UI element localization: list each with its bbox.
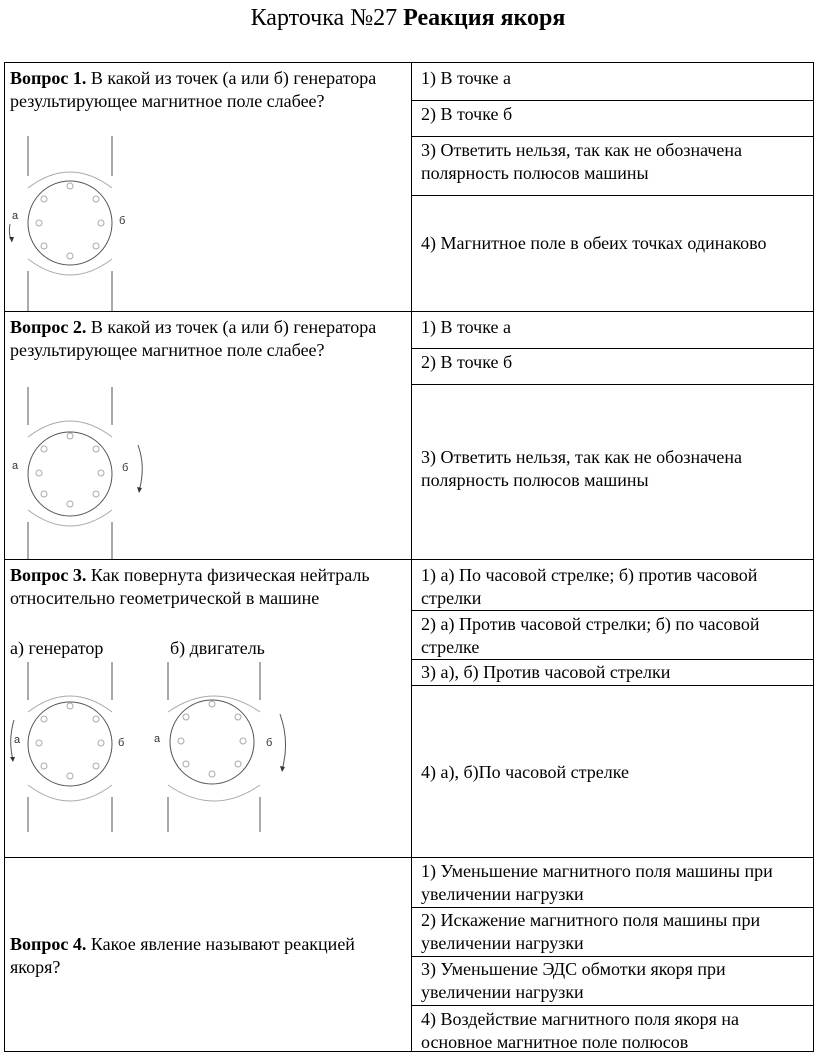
q1-answer-2[interactable]: 2) В точке б <box>421 104 513 124</box>
row-separator-1 <box>4 311 814 312</box>
point-b-label: б <box>119 215 126 227</box>
answer-separator <box>411 136 814 137</box>
question-4-text: Какое явление называют реакцией якоря? <box>10 934 355 977</box>
q3-answer-1[interactable]: 1) а) По часовой стрелке; б) против часовой стрелки <box>421 565 758 608</box>
arrow-icon <box>137 487 142 493</box>
q4-answer-2[interactable]: 2) Искажение магнитного поля машины при увеличении нагрузки <box>421 910 761 953</box>
q4-answer-3[interactable]: 3) Уменьшение ЭДС обмотки якоря при увеличении нагрузки <box>421 959 726 1002</box>
table-border-middle <box>411 62 412 1052</box>
question-2-label: Вопрос 2. <box>10 317 87 337</box>
row-separator-3 <box>4 857 814 858</box>
armature-diagram-2 <box>0 387 160 559</box>
answer-separator <box>411 1005 814 1006</box>
answer-separator <box>411 610 814 611</box>
q4-answer-4[interactable]: 4) Воздействие магнитного поля якоря на основное магнитное поле полюсов <box>421 1009 740 1052</box>
answer-separator <box>411 659 814 660</box>
question-1-label: Вопрос 1. <box>10 68 87 88</box>
title-bold: Реакция якоря <box>403 5 566 31</box>
sub-motor: б) двигатель <box>170 638 265 658</box>
q2-answer-1[interactable]: 1) В точке а <box>421 317 511 337</box>
point-b-label: б <box>118 737 125 749</box>
question-2-text: В какой из точек (а или б) генератора результирующее магнитное поле слабее? <box>10 317 377 360</box>
question-3-sub <box>10 637 405 660</box>
arrow-icon <box>10 757 15 762</box>
sub-generator: а) генератор <box>10 638 104 658</box>
point-a-label: а <box>12 210 19 222</box>
answer-separator <box>411 685 814 686</box>
q2-answer-3[interactable]: 3) Ответить нельзя, так как не обозначена полярность полюсов машины <box>421 447 743 490</box>
question-4-label: Вопрос 4. <box>10 934 87 954</box>
table-border-top <box>4 62 814 63</box>
point-b-label: б <box>122 462 129 474</box>
answer-separator <box>411 100 814 101</box>
q2-answer-2[interactable]: 2) В точке б <box>421 352 513 372</box>
answer-separator <box>411 195 814 196</box>
point-a-label: а <box>14 734 21 746</box>
arrow-icon <box>280 766 285 772</box>
q3-answer-4[interactable]: 4) а), б)По часовой стрелке <box>421 762 630 782</box>
armature-diagram-3a <box>0 662 160 832</box>
q3-answer-2[interactable]: 2) а) Против часовой стрелки; б) по часовой стрелке <box>421 614 760 657</box>
question-2 <box>10 316 405 362</box>
q4-answer-1[interactable]: 1) Уменьшение магнитного поля машины при увеличении нагрузки <box>421 861 773 904</box>
question-3 <box>10 564 405 610</box>
question-3-text: Как повернута физическая нейтраль относительно геометрической в машине <box>10 565 370 608</box>
row-separator-2 <box>4 559 814 560</box>
question-3-label: Вопрос 3. <box>10 565 87 585</box>
point-a-label: а <box>12 460 19 472</box>
armature-diagram-3b <box>140 662 300 832</box>
q3-answer-3[interactable]: 3) а), б) Против часовой стрелки <box>421 662 671 682</box>
point-b-label: б <box>266 737 273 749</box>
answer-separator <box>411 348 814 349</box>
question-1-text: В какой из точек (а или б) генератора результирующее магнитное поле слабее? <box>10 68 377 111</box>
answer-separator <box>411 956 814 957</box>
armature-diagram-1 <box>0 136 160 311</box>
title-prefix: Карточка №27 <box>250 5 398 31</box>
question-1 <box>10 67 405 113</box>
question-4 <box>10 933 405 979</box>
answer-separator <box>411 907 814 908</box>
point-a-label: а <box>154 733 161 745</box>
table-border-right <box>813 62 814 1052</box>
q1-answer-3[interactable]: 3) Ответить нельзя, так как не обозначена полярность полюсов машины <box>421 140 743 183</box>
q1-answer-1[interactable]: 1) В точке а <box>421 68 511 88</box>
q1-answer-4[interactable]: 4) Магнитное поле в обеих точках одинаково <box>421 233 767 253</box>
answer-separator <box>411 384 814 385</box>
